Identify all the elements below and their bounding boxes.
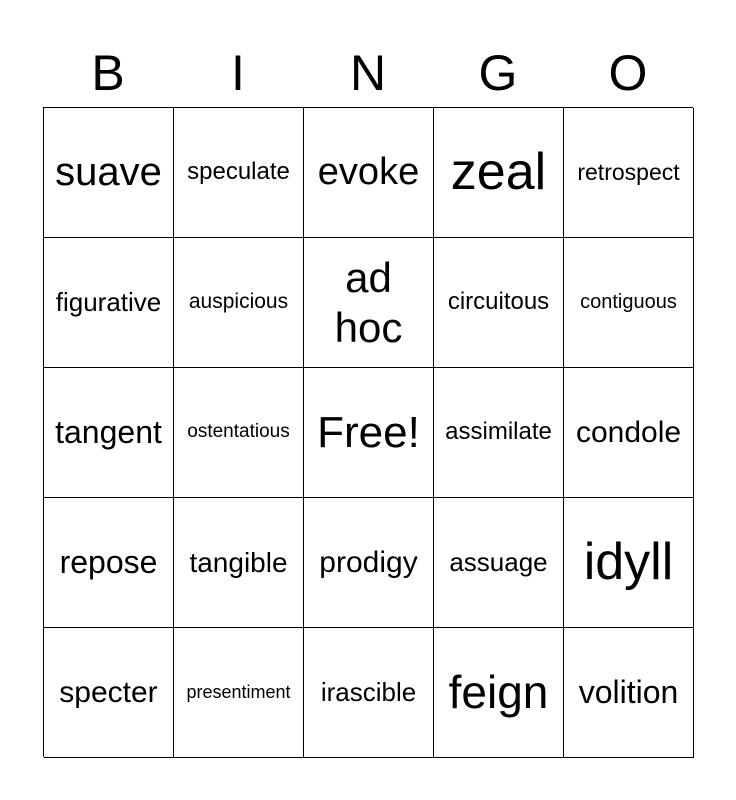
header-letter-b: B — [91, 45, 125, 101]
bingo-cell[interactable] — [564, 628, 694, 758]
bingo-cell[interactable] — [304, 498, 434, 628]
bingo-cell[interactable] — [304, 108, 434, 238]
bingo-cell[interactable] — [434, 238, 564, 368]
bingo-cell[interactable] — [434, 498, 564, 628]
header-letter-g: G — [478, 45, 518, 101]
cell-word: prodigy — [319, 545, 418, 579]
cell-word: idyll — [583, 532, 674, 591]
bingo-cell[interactable] — [44, 498, 174, 628]
bingo-cell[interactable] — [304, 238, 434, 368]
bingo-cell[interactable] — [304, 628, 434, 758]
cell-word: ostentatious — [187, 421, 290, 443]
cell-word: circuitous — [447, 288, 550, 316]
bingo-cell[interactable] — [564, 238, 694, 368]
cell-word: feign — [448, 666, 549, 719]
cell-word: zeal — [450, 142, 547, 201]
cell-word: auspicious — [188, 290, 289, 314]
bingo-cell[interactable] — [44, 628, 174, 758]
bingo-cell[interactable] — [44, 238, 174, 368]
cell-word: speculate — [187, 158, 290, 186]
cell-word: assimilate — [445, 418, 552, 446]
bingo-header — [43, 40, 693, 106]
cell-word: Free! — [317, 407, 420, 457]
cell-word: evoke — [317, 151, 420, 194]
cell-word: assuage — [449, 547, 548, 578]
cell-word: ad hoc — [334, 253, 403, 351]
bingo-board — [43, 107, 693, 757]
cell-word: tangible — [189, 546, 288, 578]
bingo-cell[interactable] — [174, 368, 304, 498]
header-letter-i: I — [231, 45, 245, 101]
bingo-cell[interactable] — [434, 368, 564, 498]
cell-word: repose — [59, 543, 158, 580]
bingo-cell[interactable] — [564, 108, 694, 238]
bingo-cell[interactable] — [44, 368, 174, 498]
cell-word: retrospect — [577, 158, 680, 185]
bingo-cell[interactable] — [434, 108, 564, 238]
cell-word: presentiment — [186, 681, 291, 702]
cell-word: irascible — [320, 677, 417, 708]
cell-word: condole — [575, 415, 682, 449]
bingo-cell[interactable] — [174, 238, 304, 368]
cell-word: contiguous — [580, 290, 677, 313]
bingo-cell[interactable] — [174, 498, 304, 628]
bingo-cell[interactable] — [174, 628, 304, 758]
bingo-cell[interactable] — [564, 368, 694, 498]
header-letter-o: O — [608, 45, 648, 101]
cell-word: volition — [578, 673, 679, 710]
bingo-cell[interactable] — [434, 628, 564, 758]
cell-word: tangent — [55, 413, 162, 450]
header-letter-n: N — [349, 45, 387, 101]
cell-word: suave — [55, 149, 162, 194]
bingo-cell[interactable] — [174, 108, 304, 238]
free-space-cell[interactable] — [304, 368, 434, 498]
cell-word: figurative — [55, 287, 162, 318]
cell-word: specter — [59, 675, 158, 709]
bingo-cell[interactable] — [44, 108, 174, 238]
bingo-cell[interactable] — [564, 498, 694, 628]
